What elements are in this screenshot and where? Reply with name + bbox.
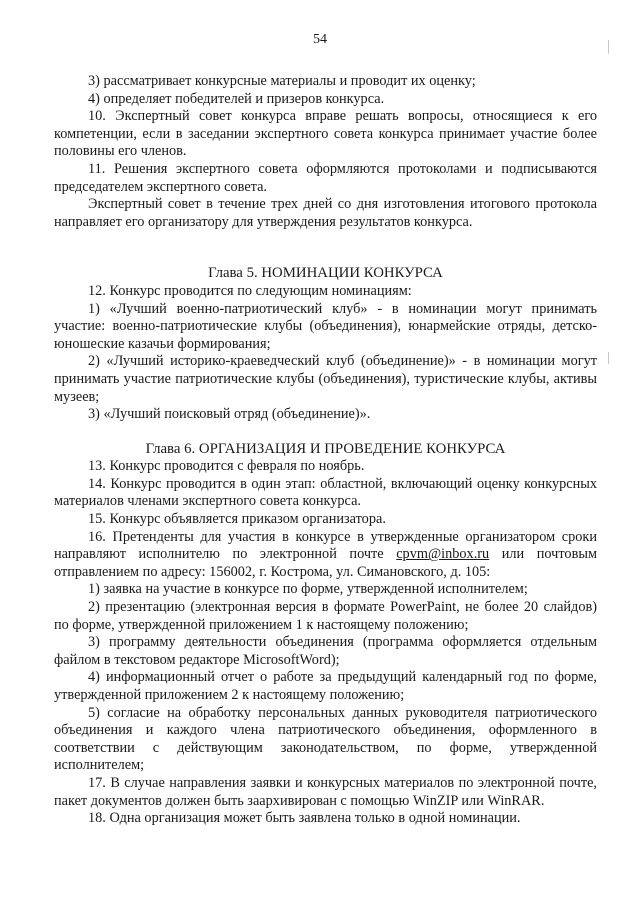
email-link[interactable]: cpvm@inbox.ru [396, 546, 490, 563]
paragraph: 18. Одна организация может быть заявлена только в одной номинации. [88, 810, 521, 827]
paragraph: 14. Конкурс проводится в один этап: областной, включающий оценку конкурсных материалов членами экспертного совета конкурса. [54, 475, 597, 510]
paragraph: 1) «Лучший военно-патриотический клуб» - в номинации могут принимать участие: военно-патриотические клубы (объединения), юнармейские отряды, детско-юношеские казачьи формирования; [54, 300, 597, 352]
scan-edge-mark-top [608, 40, 609, 54]
paragraph-16-text-start: 16. Претенденты для участия в конкурсе в утвержденные организатором сроки направляют исполнителю по электронной почте [54, 528, 597, 563]
paragraph: 4) определяет победителей и призеров конкурса. [88, 90, 385, 107]
section-gap [54, 424, 597, 441]
list-item: 5) согласие на обработку персональных данных руководителя патриотического объединения и каждого члена патриотического объединения, оформленного в соответствии с действующим законодательством, по форме, утвержденной исполнителем; [54, 704, 597, 774]
paragraph: 11. Решения экспертного совета оформляются протоколами и подписываются председателем экспертного совета. [54, 160, 597, 195]
paragraph: Экспертный совет в течение трех дней со дня изготовления итогового протокола направляет его организатору для утверждения результатов конкурса. [54, 196, 597, 230]
list-item: 2) презентацию (электронная версия в формате PowerPaint, не более 20 слайдов) по форме, утвержденной приложением 1 к настоящему положению; [54, 599, 597, 633]
paragraph: 2) «Лучший историко-краеведческий клуб (объединение)» - в номинации могут принимать участие патриотические клубы (объединения), туристические клубы, активы музеев; [54, 353, 597, 405]
scan-edge-mark-middle [608, 352, 609, 364]
paragraph-16-text-end: или почтовым отправлением по адресу: 156002, г. Кострома, ул. Симановского, д. 105: [54, 546, 597, 580]
paragraph-16 [54, 529, 597, 582]
paragraph: 17. В случае направления заявки и конкурсных материалов по электронной почте, пакет документов должен быть заархивирован с помощью WinZIP или WinRAR. [54, 774, 597, 809]
list-item: 1) заявка на участие в конкурсе по форме, утвержденной исполнителем; [88, 581, 528, 598]
list-item: 4) информационный отчет о работе за предыдущий календарный год по форме, утвержденной приложением 2 к настоящему положению; [54, 669, 597, 703]
paragraph: 3) рассматривает конкурсные материалы и проводит их оценку; [88, 73, 476, 89]
document-body [54, 73, 597, 828]
paragraph: 10. Экспертный совет конкурса вправе решать вопросы, относящиеся к его компетенции, если в заседании экспертного совета конкурса принимает участие более половины его членов. [54, 108, 597, 160]
page-number: 54 [313, 32, 327, 47]
chapter-6-heading: Глава 6. ОРГАНИЗАЦИЯ И ПРОВЕДЕНИЕ КОНКУРСА [145, 440, 506, 457]
paragraph: 12. Конкурс проводится по следующим номинациям: [88, 282, 412, 299]
list-item: 3) программу деятельности объединения (программа оформляется отдельным файлом в текстовом редакторе MicrosoftWord); [54, 634, 597, 668]
section-gap [54, 231, 597, 265]
chapter-5-heading: Глава 5. НОМИНАЦИИ КОНКУРСА [208, 265, 443, 282]
paragraph: 15. Конкурс объявляется приказом организатора. [88, 511, 386, 528]
paragraph: 13. Конкурс проводится с февраля по ноябрь. [88, 458, 365, 475]
paragraph: 3) «Лучший поисковый отряд (объединение)». [88, 406, 371, 423]
